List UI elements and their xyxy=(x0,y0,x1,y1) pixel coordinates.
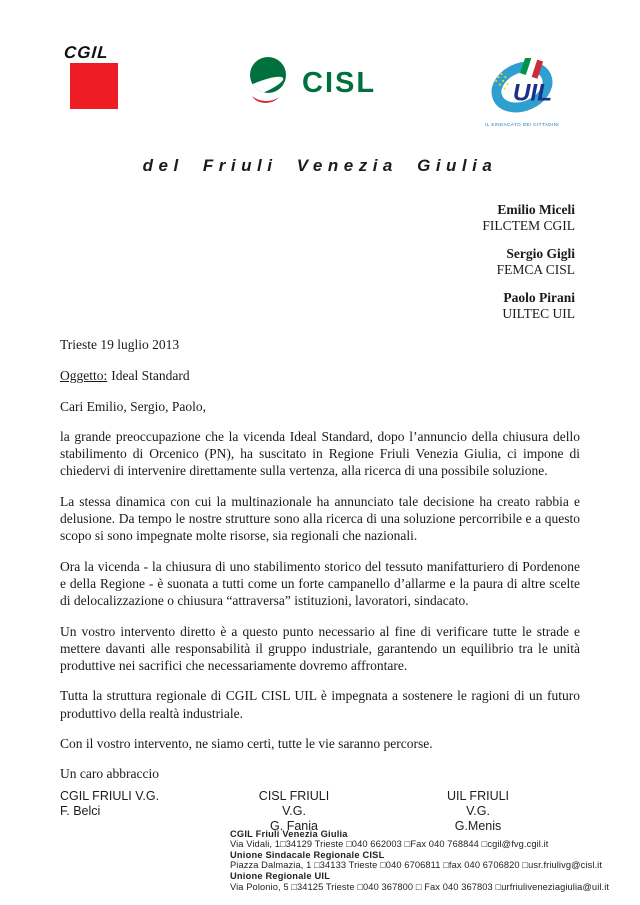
footer-detail: Via Vidali, 1□34129 Trieste □040 662003 □Fax 040 768844 □cgil@fvg.cgil.it xyxy=(230,839,549,850)
subject-text: Ideal Standard xyxy=(111,368,190,384)
footer-detail: Piazza Dalmazia, 1 □34133 Trieste □040 6706811 □fax 040 6706820 □usr.friulivg@cisl.it xyxy=(230,860,603,871)
recipient-org: UILTEC UIL xyxy=(502,305,575,321)
subject-label: Oggetto: xyxy=(60,368,108,384)
footer-entry-uil xyxy=(230,871,640,892)
uil-logo xyxy=(484,58,560,127)
salutation: Cari Emilio, Sergio, Paolo, xyxy=(60,398,206,414)
recipient xyxy=(482,290,575,321)
footer-entry-cisl xyxy=(230,850,640,871)
signature-org: CGIL FRIULI V.G. xyxy=(60,788,160,803)
signatures-row xyxy=(60,788,580,833)
uil-tagline: IL SINDACATO DEI CITTADINI xyxy=(484,122,560,127)
svg-text:UIL: UIL xyxy=(512,79,553,107)
footer-org: Unione Regionale UIL xyxy=(230,871,331,882)
subject-line xyxy=(60,367,580,384)
letterhead-heading: del Friuli Venezia Giulia xyxy=(142,156,498,175)
uil-emblem-icon xyxy=(484,79,560,120)
letterhead xyxy=(0,0,640,336)
closing-line: Con il vostro intervento, ne siamo certi, tutte le vie saranno percorse. xyxy=(60,736,433,752)
paragraph-5: Tutta la struttura regionale di CGIL CISL UIL è impegnata a sostenere le ragioni di un futuro produttivo della realtà industriale. xyxy=(60,688,580,721)
cgil-logo xyxy=(64,44,122,109)
cisl-emblem-icon xyxy=(248,56,290,111)
cgil-red-square-icon xyxy=(70,63,118,109)
signature-cisl xyxy=(248,789,340,834)
signature-org: UIL FRIULI V.G. xyxy=(446,788,510,818)
paragraph-2: La stessa dinamica con cui la multinazionale ha annunciato tale decisione ha creato rabbia e delusione. Da tempo le nostre strutture sono alla ricerca di una soluzione percorribile e a questo scopo si sono impegnate molte risorse, sia regionali che nazionali. xyxy=(60,493,580,544)
cisl-logo-text: CISL xyxy=(302,67,377,99)
paragraph-4: Un vostro intervento diretto è a questo punto necessario al fine di verificare tutte le strade e mettere davanti alle responsabilità il gruppo industriale, garantendo un equilibrio tra le unità produttive nei sacrifici che necessariamente dovremo affrontare. xyxy=(60,623,580,674)
recipients-block xyxy=(482,202,575,334)
recipient-name: Sergio Gigli xyxy=(506,246,575,261)
letter-body xyxy=(60,336,580,783)
recipient-org: FEMCA CISL xyxy=(496,261,575,277)
recipient-org: FILCTEM CGIL xyxy=(482,217,575,233)
signature-name: G.Menis xyxy=(454,818,502,833)
footer-detail: Via Polonio, 5 □34125 Trieste □040 367800 □ Fax 040 367803 □urfriuliveneziagiulia@uil.it xyxy=(230,881,610,892)
signature-name: F. Belci xyxy=(60,803,101,818)
paragraph-1: la grande preoccupazione che la vicenda Ideal Standard, dopo l’annuncio della chiusura dello stabilimento di Orcenico (PN), ha suscitato in Regione Friuli Venezia Giulia, ci impone di chiedervi di intervenire direttamente sulla vertenza, alla ricerca di una possibile soluzione. xyxy=(60,428,580,479)
signature-name: G. Fania xyxy=(270,818,318,833)
farewell-line: Un caro abbraccio xyxy=(60,766,159,782)
recipient xyxy=(482,202,575,233)
signature-uil xyxy=(435,789,521,834)
cgil-logo-text: CGIL xyxy=(63,43,110,62)
signature-org: CISL FRIULI V.G. xyxy=(258,788,330,818)
footer-org: CGIL Friuli Venezia Giulia xyxy=(230,828,348,839)
paragraph-3: Ora la vicenda - la chiusura di uno stabilimento storico del tessuto manifatturiero di Pordenone e della Regione - è suonata a tutti come un forte campanello d’allarme e la paura di altre scelte di delocalizzazione o chiusura “attraversa” istituzioni, lavoratori, sindacato. xyxy=(60,558,580,609)
recipient-name: Paolo Pirani xyxy=(503,290,575,305)
footer-org: Unione Sindacale Regionale CISL xyxy=(230,849,385,860)
footer-contacts xyxy=(230,829,640,893)
recipient-name: Emilio Miceli xyxy=(497,202,575,217)
cisl-logo xyxy=(248,56,376,111)
dateline: Trieste 19 luglio 2013 xyxy=(60,337,180,352)
recipient xyxy=(482,246,575,277)
signature-cgil xyxy=(60,789,159,819)
